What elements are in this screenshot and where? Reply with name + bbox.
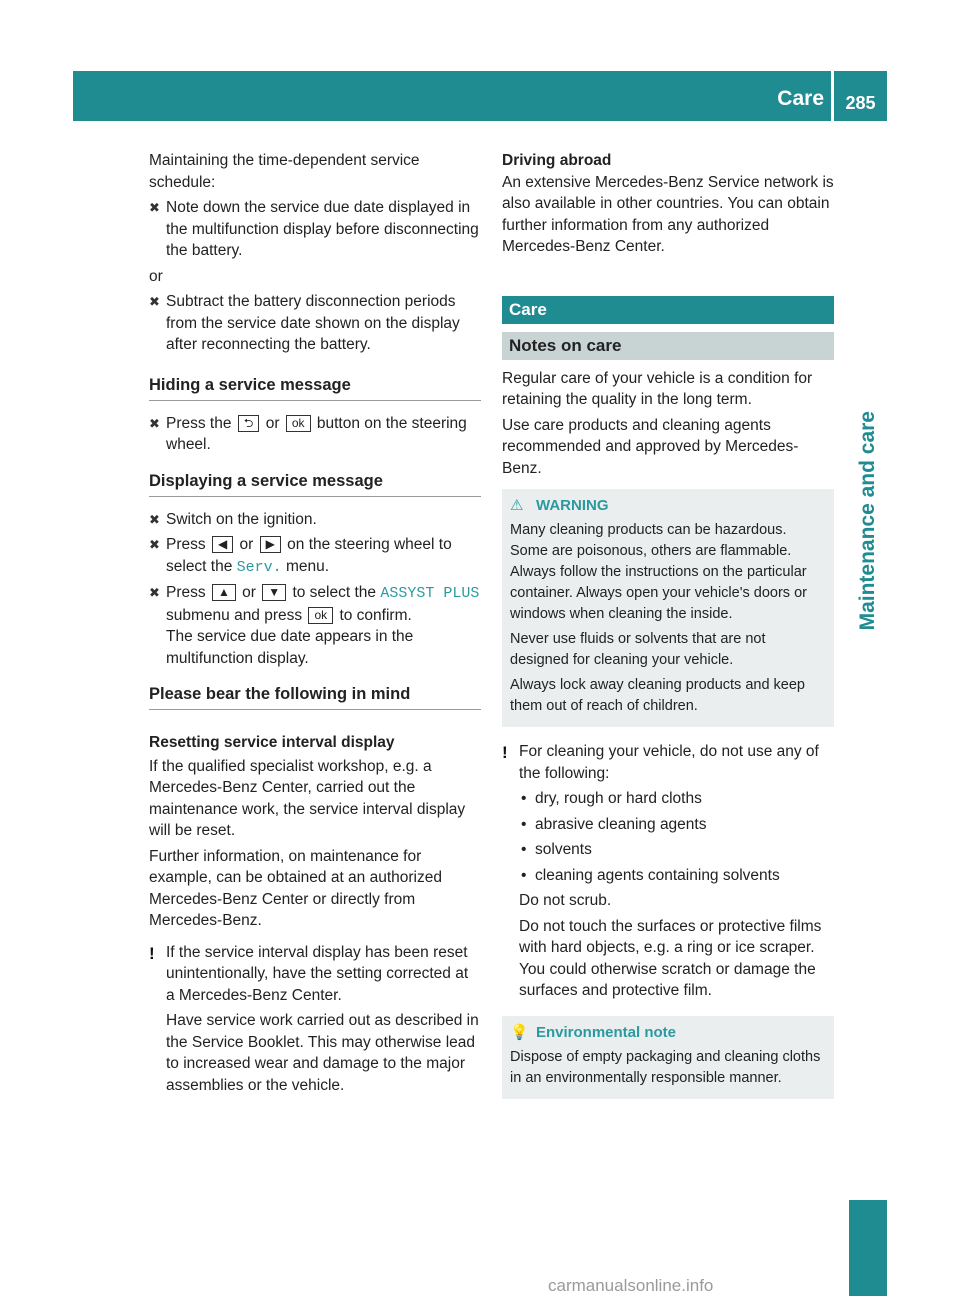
- ok-key-icon: ok: [308, 607, 333, 624]
- or-text: or: [149, 267, 163, 285]
- exclamation-icon: !: [149, 943, 155, 963]
- back-key-icon: ⮌: [238, 415, 260, 432]
- step-marker-icon: ✖: [149, 294, 160, 309]
- warning-box: [502, 489, 834, 727]
- step-item: ✖ Press ◀ or ▶ on the steering wheel to select the Serv. menu.: [149, 536, 452, 576]
- notes-band: Notes on care: [502, 332, 834, 360]
- warning-triangle-icon: ⚠: [510, 497, 524, 514]
- down-key-icon: ▼: [262, 584, 286, 601]
- list-item: • dry, rough or hard cloths: [521, 790, 702, 807]
- right-column: [502, 150, 834, 1113]
- environmental-header: [510, 1022, 826, 1043]
- abroad-paragraph: An extensive Mercedes-Benz Service network is also available in other countries. You can obtain further information from any authorized Mercedes-Benz Center.: [502, 173, 834, 255]
- step-marker-icon: ✖: [149, 200, 160, 215]
- side-tab: [849, 121, 887, 630]
- ok-key-icon: ok: [286, 415, 311, 432]
- warning-label: WARNING: [536, 497, 609, 514]
- submenu-name: ASSYST PLUS: [380, 585, 480, 602]
- header-divider: [831, 71, 834, 121]
- list-item: • cleaning agents containing solvents: [521, 866, 780, 884]
- side-tab-block: [849, 1200, 887, 1296]
- section-title: Care: [777, 87, 824, 110]
- bear-heading: Please bear the following in mind: [149, 683, 481, 710]
- step-item: ✖ Note down the service due date displayed in the multifunction display before disconnecting the battery.: [149, 199, 479, 259]
- step-marker-icon: ✖: [149, 415, 160, 431]
- step-marker-icon: ✖: [149, 537, 160, 552]
- warning-paragraph: Always lock away cleaning products and keep them out of reach of children.: [510, 677, 805, 714]
- step-item: ✖ Press the ⮌ or ok button on the steering wheel.: [149, 414, 467, 453]
- displaying-heading: Displaying a service message: [149, 470, 481, 497]
- step-marker-icon: ✖: [149, 511, 160, 527]
- note-block: ! For cleaning your vehicle, do not use any of the following: • dry, rough or hard cloths • abrasive cleaning agents • solvents • cleaning agents containing solvents Do not scrub. Do not touch the surfaces or protective films with hard objects, e.g. a ring or ice scraper. You could otherwise scratch or damage the surfaces and protective film.: [502, 741, 834, 1002]
- environmental-box: [502, 1016, 834, 1099]
- menu-name: Serv.: [236, 558, 282, 576]
- list-item: • abrasive cleaning agents: [521, 815, 707, 833]
- watermark: carmanualsonline.info: [548, 1276, 714, 1295]
- abroad-heading: Driving abroad: [502, 152, 612, 169]
- exclamation-icon: !: [502, 743, 508, 762]
- warning-header: [510, 495, 826, 516]
- environmental-paragraph: Dispose of empty packaging and cleaning cloths in an environmentally responsible manner.: [510, 1048, 821, 1086]
- reset-paragraph: If the qualified specialist workshop, e.g. a Mercedes-Benz Center, carried out the maintenance work, the service interval display will be reset.: [149, 757, 466, 839]
- care-paragraph: Regular care of your vehicle is a condition for retaining the quality in the long term.: [502, 369, 813, 408]
- warning-paragraph: Never use fluids or solvents that are not designed for cleaning your vehicle.: [510, 631, 766, 668]
- step-item: ✖ Switch on the ignition.: [149, 509, 481, 531]
- bullet-list: [519, 788, 834, 886]
- lightbulb-icon: 💡: [510, 1023, 529, 1041]
- reset-heading: Resetting service interval display: [149, 734, 395, 751]
- step-item: ✖ Subtract the battery disconnection periods from the service date shown on the display after reconnecting the battery.: [149, 293, 460, 353]
- up-key-icon: ▲: [212, 584, 236, 601]
- warning-paragraph: Many cleaning products can be hazardous. Some are poisonous, others are flammable. Always follow the instructions on the particular container. Always open your vehicle's doors or windows when cleaning the inside.: [510, 522, 807, 622]
- left-key-icon: ◀: [212, 536, 233, 553]
- reset-paragraph: Further information, on maintenance for example, can be obtained at an authorized Mercedes-Benz Center or directly from Mercedes-Benz.: [149, 847, 442, 929]
- list-item: • solvents: [521, 841, 592, 858]
- care-paragraph: Use care products and cleaning agents recommended and approved by Mercedes-Benz.: [502, 416, 799, 477]
- left-column: [149, 150, 481, 1100]
- step-marker-icon: ✖: [149, 585, 160, 600]
- care-band: Care: [502, 296, 834, 324]
- page-number: 285: [845, 93, 876, 113]
- intro-text: Maintaining the time-dependent service schedule:: [149, 152, 420, 191]
- step-continuation: The service due date appears in the multifunction display.: [166, 628, 414, 667]
- hiding-heading: Hiding a service message: [149, 374, 481, 401]
- note-block: ! If the service interval display has been reset unintentionally, have the setting corrected at a Mercedes-Benz Center. Have service work carried out as described in the Service Booklet. This may otherwise lead to increased wear and damage to the major assemblies or the vehicle.: [149, 943, 479, 1094]
- right-key-icon: ▶: [260, 536, 281, 553]
- side-tab-label: Maintenance and care: [856, 410, 879, 630]
- environmental-label: Environmental note: [536, 1023, 677, 1041]
- step-item: ✖ Press ▲ or ▼ to select the ASSYST PLUS submenu and press ok to confirm. The service due date appears in the multifunction display.: [149, 582, 481, 669]
